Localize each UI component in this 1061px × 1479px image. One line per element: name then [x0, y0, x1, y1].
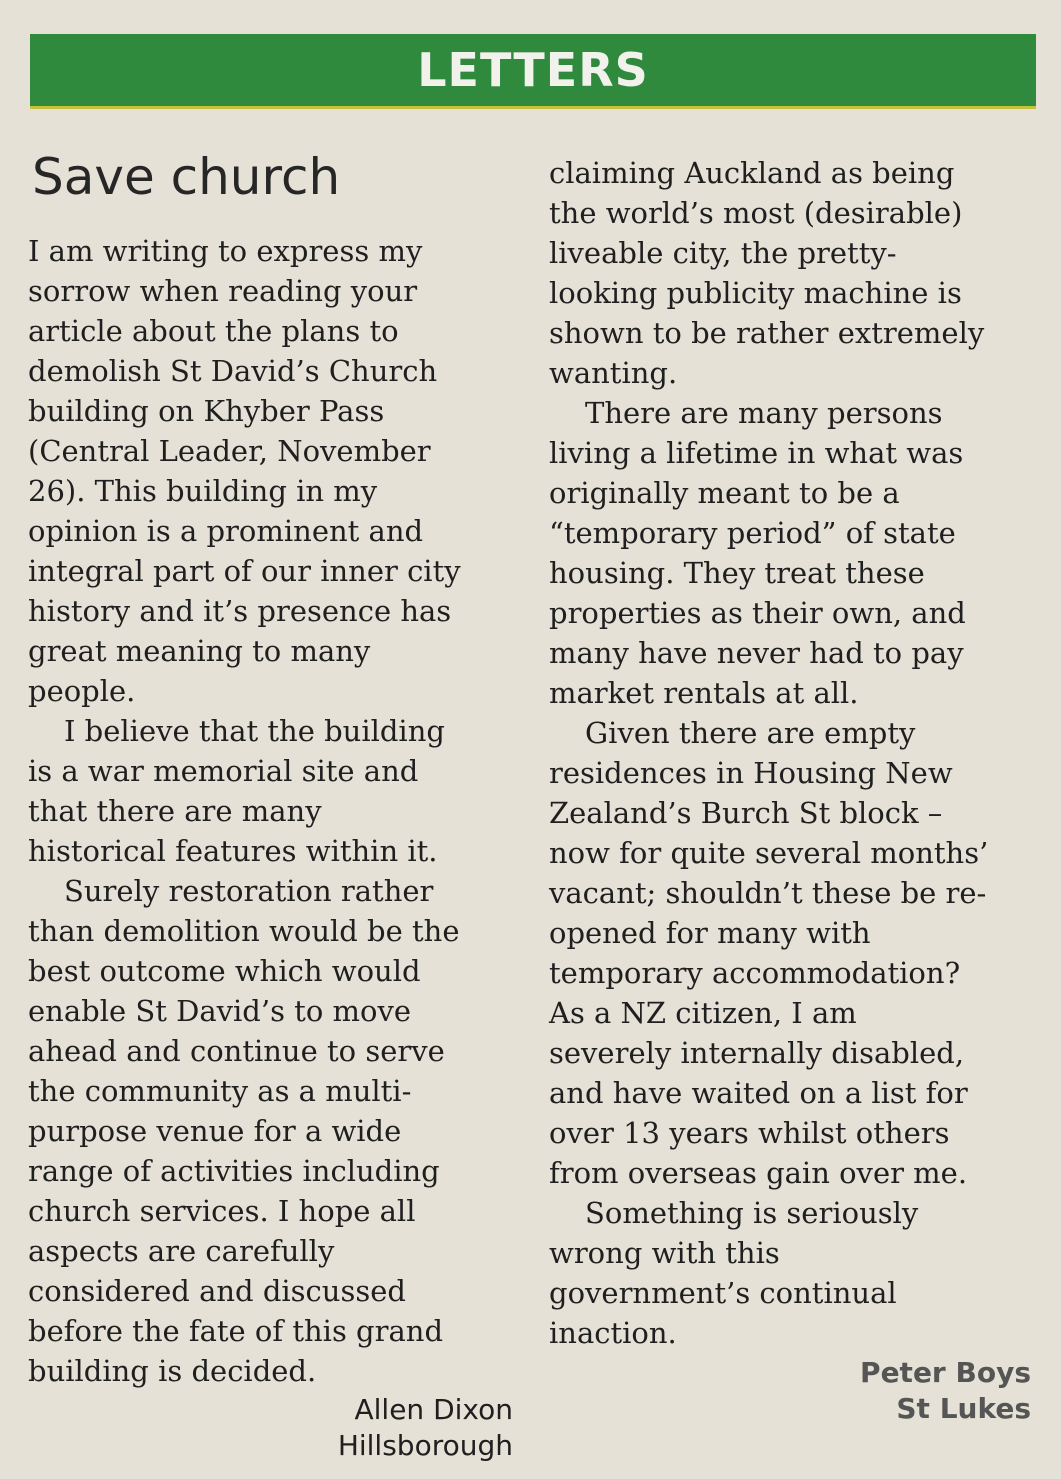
text-line: is a war memorial site and: [28, 754, 419, 788]
text-line: government’s continual: [549, 1276, 897, 1310]
text-line: Given there are empty: [585, 716, 916, 750]
text-line: There are many persons: [585, 396, 943, 430]
text-line: people.: [28, 674, 136, 708]
section-title: LETTERS: [417, 43, 649, 97]
text-line: sorrow when reading your: [28, 274, 418, 308]
text-line: church services. I hope all: [28, 1194, 416, 1228]
text-line: history and it’s presence has: [28, 594, 452, 628]
text-line: before the fate of this grand: [28, 1314, 444, 1348]
text-line: many have never had to pay: [549, 636, 964, 670]
text-line: severely internally disabled,: [549, 1036, 965, 1070]
text-line: aspects are carefully: [28, 1234, 335, 1268]
text-line: and have waited on a list for: [549, 1076, 968, 1110]
text-line: considered and discussed: [28, 1274, 406, 1308]
text-line: (Central Leader, November: [28, 434, 431, 468]
right-column: [549, 153, 1049, 1353]
text-line: housing. They treat these: [549, 556, 925, 590]
text-line: I am writing to express my: [28, 234, 423, 268]
text-line: building is decided.: [28, 1354, 317, 1388]
text-line: As a NZ citizen, I am: [549, 996, 857, 1030]
text-line: inaction.: [549, 1316, 677, 1350]
text-line: from overseas gain over me.: [549, 1156, 968, 1190]
text-line: historical features within it.: [28, 834, 438, 868]
text-line: range of activities including: [28, 1154, 440, 1188]
text-line: that there are many: [28, 794, 322, 828]
text-line: “temporary period” of state: [549, 516, 956, 550]
text-line: best outcome which would: [28, 954, 421, 988]
text-line: Zealand’s Burch St block –: [549, 796, 943, 830]
left-column: [28, 231, 528, 1391]
text-line: claiming Auckland as being: [549, 156, 955, 190]
text-line: living a lifetime in what was: [549, 436, 964, 470]
text-line: great meaning to many: [28, 634, 371, 668]
right-signature-name: Peter Boys: [860, 1356, 1031, 1389]
text-line: properties as their own, and: [549, 596, 966, 630]
right-signature: [860, 1355, 1031, 1427]
text-line: purpose venue for a wide: [28, 1114, 402, 1148]
text-line: demolish St David’s Church: [28, 354, 438, 388]
text-line: than demolition would be the: [28, 914, 460, 948]
text-line: wanting.: [549, 356, 678, 390]
text-line: ahead and continue to serve: [28, 1034, 445, 1068]
text-line: building on Khyber Pass: [28, 394, 385, 428]
text-line: Something is seriously: [585, 1196, 919, 1230]
text-line: shown to be rather extremely: [549, 316, 985, 350]
text-line: residences in Housing New: [549, 756, 953, 790]
text-line: vacant; shouldn’t these be re-: [549, 876, 987, 910]
left-signature-place: Hillsborough: [337, 1429, 513, 1462]
text-line: the world’s most (desirable): [549, 196, 963, 230]
text-line: integral part of our inner city: [28, 554, 461, 588]
text-line: opinion is a prominent and: [28, 514, 424, 548]
text-line: article about the plans to: [28, 314, 399, 348]
text-line: I believe that the building: [64, 714, 445, 748]
section-banner: [30, 34, 1036, 109]
text-line: over 13 years whilst others: [549, 1116, 950, 1150]
text-line: looking publicity machine is: [549, 276, 962, 310]
text-line: 26). This building in my: [28, 474, 378, 508]
right-signature-place: St Lukes: [896, 1392, 1031, 1425]
text-line: enable St David’s to move: [28, 994, 412, 1028]
text-line: opened for many with: [549, 916, 871, 950]
text-line: market rentals at all.: [549, 676, 859, 710]
text-line: now for quite several months’: [549, 836, 989, 870]
text-line: liveable city, the pretty-: [549, 236, 897, 270]
text-line: temporary accommodation?: [549, 956, 961, 990]
text-line: Surely restoration rather: [64, 874, 434, 908]
left-signature-name: Allen Dixon: [354, 1393, 513, 1426]
left-signature: [338, 1392, 513, 1464]
text-line: the community as a multi-: [28, 1074, 412, 1108]
headline: Save church: [32, 148, 341, 206]
text-line: originally meant to be a: [549, 476, 900, 510]
text-line: wrong with this: [549, 1236, 780, 1270]
